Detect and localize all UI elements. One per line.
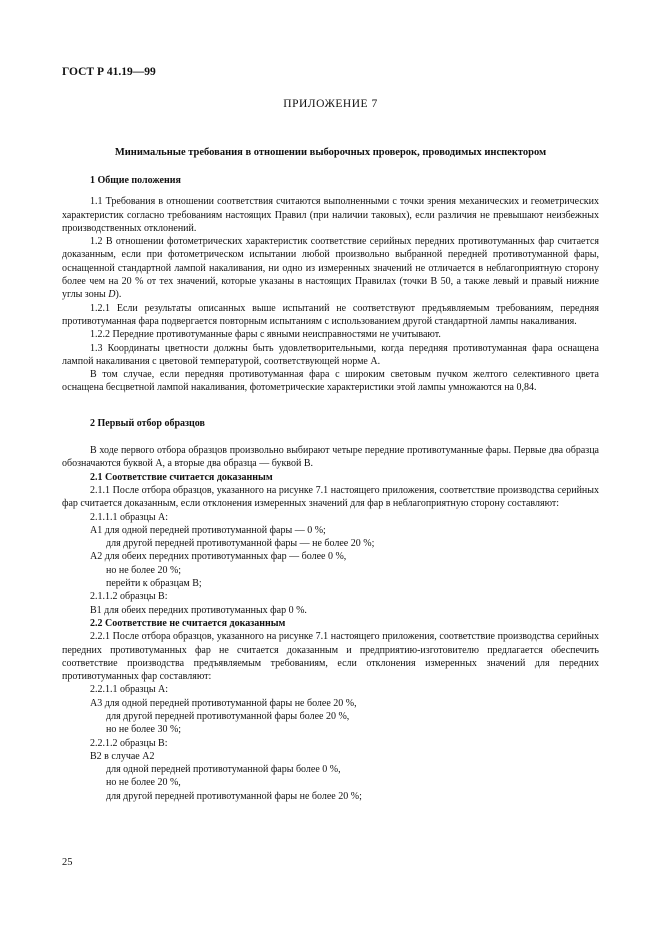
annex-title: ПРИЛОЖЕНИЕ 7 <box>283 98 378 110</box>
list-b2-line-2: для одной передней противотуманной фары более 0 %, <box>106 764 341 776</box>
paragraph-1-2-1: 1.2.1 Если результаты описанных выше испытаний не соответствуют предъявляемым требованиям, передняя противотуманная фара подвергается повторным испытаниям с использованием другой стандартной лампы накаливания. <box>62 302 599 327</box>
paragraph-1-2-text: 1.2 В отношении фотометрических характеристик соответствие серийных передних противотуманных фар считается доказанным, если при фотометрическом испытании любой произвольно выбранной передней противотуманной фары, оснащенной стандартной лампой накаливания, ни одно из измеренных значений не отличается в неблагоприятную сторону более чем на 20 % от тех значений, которые указаны в настоящих Правилах (точки B 50, а также левый и правый нижние углы зоны <box>62 236 599 301</box>
main-title: Минимальные требования в отношении выборочных проверок, проводимых инспектором <box>114 147 547 158</box>
section-1-heading: 1 Общие положения <box>90 175 181 186</box>
list-a1-line-1: A1 для одной передней противотуманной фары — 0 %; <box>90 524 326 536</box>
list-b2-line-4: для другой передней противотуманной фары не более 20 %; <box>106 790 362 802</box>
list-b2-line-1: B2 в случае A2 <box>90 750 155 762</box>
document-code-header: ГОСТ Р 41.19—99 <box>62 66 156 78</box>
paragraph-2-2-1: 2.2.1 После отбора образцов, указанного на рисунке 7.1 настоящего приложения, соответствие производства серийных передних противотуманных фар не считается доказанным и предприятию-изготовителю предлагается обеспечить соответствие производства предъявляемым требованиям, если отклонения измеренных значений для передних противотуманных фар составляют: <box>62 631 599 683</box>
list-b1-line: B1 для обеих передних противотуманных фар 0 %. <box>90 604 307 616</box>
paragraph-2-2-1-2: 2.2.1.2 образцы B: <box>90 737 168 749</box>
zone-letter: D <box>108 289 116 301</box>
paragraph-1-3-b: В том случае, если передняя противотуманная фара с широким световым пучком желтого селективного цвета оснащена бесцветной лампой накаливания, фотометрические характеристики этой лампы умножаются на 0,84. <box>62 369 599 394</box>
list-a2-line-2: но не более 20 %; <box>106 564 182 576</box>
paragraph-1-2 <box>62 235 599 301</box>
paragraph-2-1-1: 2.1.1 После отбора образцов, указанного на рисунке 7.1 настоящего приложения, соответствие производства серийных фар считается доказанным, если отклонения измеренных значений для фар в неблагоприятную сторону составляют: <box>62 484 599 510</box>
list-a3-line-2: для другой передней противотуманной фары более 20 %, <box>106 710 350 722</box>
subsection-2-1-heading: 2.1 Соответствие считается доказанным <box>90 471 273 483</box>
paragraph-1-1: 1.1 Требования в отношении соответствия считаются выполненными с точки зрения механических и геометрических характеристик согласно требованиям настоящих Правил (при наличии таковых), если различия не превышают неизбежных производственных отклонений. <box>62 196 599 234</box>
paragraph-2-1-1-2: 2.1.1.2 образцы B: <box>90 591 168 603</box>
list-a2-line-1: A2 для обеих передних противотуманных фар — более 0 %, <box>90 551 347 563</box>
list-a3-line-3: но не более 30 %; <box>106 724 182 736</box>
list-b2-line-3: но не более 20 %, <box>106 777 181 789</box>
list-a3-line-1: A3 для одной передней противотуманной фары не более 20 %, <box>90 697 357 709</box>
paragraph-2-2-1-1: 2.2.1.1 образцы A: <box>90 684 169 696</box>
list-a1-line-2: для другой передней противотуманной фары — не более 20 %; <box>106 538 375 550</box>
list-a2-line-3: перейти к образцам B; <box>106 578 202 590</box>
paragraph-1-2-2: 1.2.2 Передние противотуманные фары с явными неисправностями не учитывают. <box>90 329 441 341</box>
page-number: 25 <box>62 857 73 868</box>
document-body <box>62 174 599 803</box>
paragraph-1-2-end: ). <box>115 289 122 301</box>
section-2-heading: 2 Первый отбор образцов <box>90 417 205 429</box>
subsection-2-2-heading: 2.2 Соответствие не считается доказанным <box>90 617 286 629</box>
paragraph-1-3: 1.3 Координаты цветности должны быть удовлетворительными, когда передняя противотуманная фара оснащена лампой накаливания с цветовой температурой, соответствующей норме A. <box>62 342 599 367</box>
paragraph-2-1-1-1: 2.1.1.1 образцы A: <box>90 511 169 523</box>
section-2-intro: В ходе первого отбора образцов произвольно выбирают четыре передние противотуманные фары. Первые два образца обозначаются буквой A, а вторые два образца — буквой B. <box>62 445 599 470</box>
